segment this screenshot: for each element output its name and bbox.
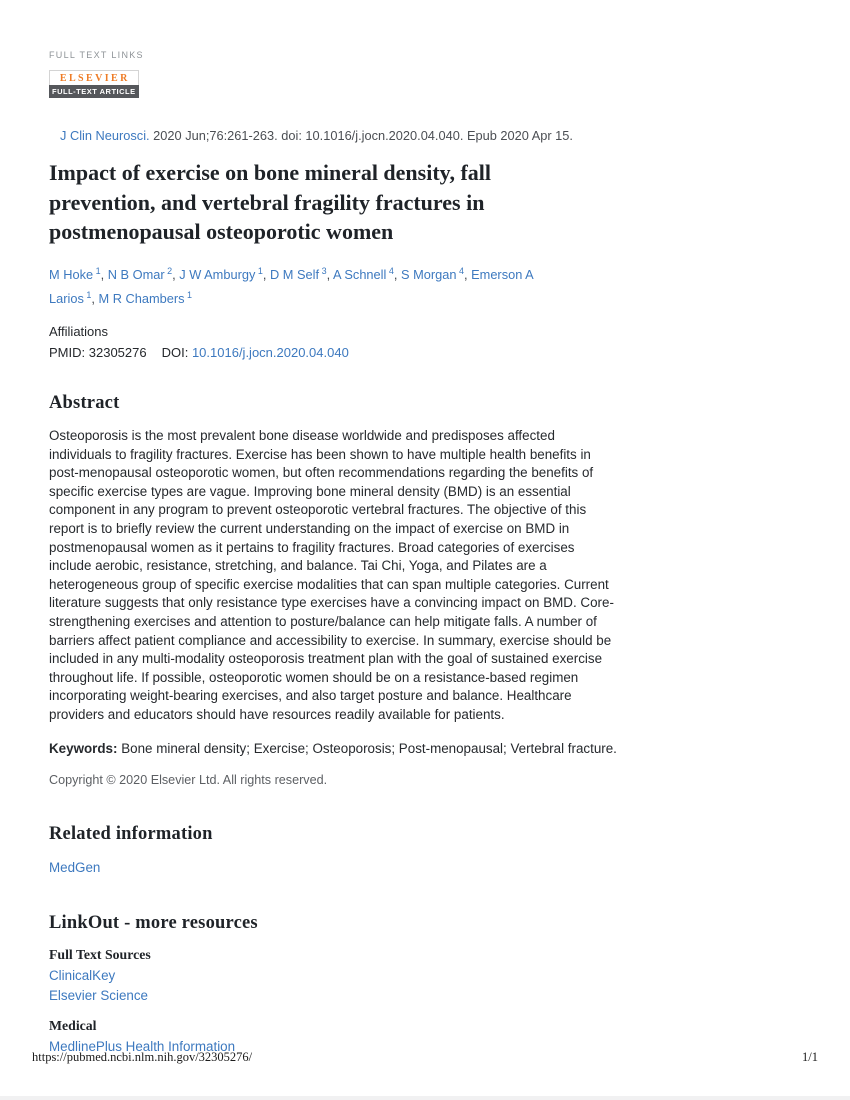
author-separator: , [262,266,270,282]
article-title: Impact of exercise on bone mineral density, fall prevention, and vertebral fragility fractures in postmenopausal osteoporotic women [49,160,491,244]
author-separator: , [100,266,108,282]
full-text-sources-label: Full Text Sources [49,947,151,963]
author-separator: , [326,266,333,282]
author-separator: , [172,266,180,282]
author-affiliation-sup[interactable]: 3 [321,265,327,276]
author [99,291,193,306]
linkout-heading: LinkOut - more resources [49,913,258,934]
author-separator: , [393,266,401,282]
footer-page-number: 1/1 [802,1050,818,1064]
author-link[interactable]: S Morgan [401,266,457,282]
pmid-value: 32305276 [88,345,147,361]
medical-label: Medical [49,1018,97,1034]
article-content [49,50,674,1057]
author [270,267,333,282]
author-affiliation-sup[interactable]: 4 [458,265,464,276]
doi-label: DOI: [161,345,189,361]
resource-link-row [49,986,674,1006]
related-information-heading: Related information [49,824,213,845]
author-affiliation-sup[interactable]: 2 [167,265,173,276]
author-link[interactable]: A Schnell [333,266,387,282]
author [333,267,401,282]
author [49,267,108,282]
clinicalkey-link[interactable]: ClinicalKey [49,968,116,984]
author-link[interactable]: D M Self [270,266,320,282]
keywords-line [49,740,617,759]
abstract-heading: Abstract [49,393,120,414]
affiliations-label[interactable]: Affiliations [49,324,109,340]
author [108,267,180,282]
author-link[interactable]: M R Chambers [98,291,185,307]
author-separator: , [91,291,99,307]
identifiers [49,343,674,362]
author-affiliation-sup[interactable]: 1 [86,289,92,300]
medlineplus-link[interactable]: MedlinePlus Health Information [49,1039,236,1055]
author-affiliation-sup[interactable]: 1 [187,289,193,300]
abstract-text: Osteoporosis is the most prevalent bone disease worldwide and predisposes affected individuals to fragility fractures. Exercise has been shown to have multiple health benefits in post-menopausal osteoporotic women, but often recommendations regarding the benefits of specific exercise types are vague. Improving bone mineral density (BMD) is an essential component in any program to prevent osteoporotic vertebral fractures. The objective of this report is to briefly review the current understanding on the impact of exercise on BMD in postmenopausal women as it pertains to fragility fractures. Broad categories of exercises include aerobic, resistance, stretching, and balance. Tai Chi, Yoga, and Pilates are a heterogeneous group of specific exercise modalities that can span multiple categories. Current literature suggests that only resistance type exercises have a convincing impact on BMD. Core-strengthening exercises and attention to posture/balance can help mitigate falls. A number of barriers affect patient compliance and accessibility to exercise. In summary, exercise should be included in any multi-modality osteoporosis treatment plan with the goal of sustained exercise throughout life. If possible, osteoporotic women should be on a resistance-based regimen incorporating weight-bearing exercises, and also target posture and balance. Healthcare providers and educators should have resources readily available for patients. [49,428,614,722]
author-link[interactable]: N B Omar [107,266,165,282]
elsevier-logo: ELSEVIER [49,70,139,85]
journal-link[interactable]: J Clin Neurosci. [60,128,150,143]
medgen-link[interactable]: MedGen [49,860,101,876]
badge-caption: FULL-TEXT ARTICLE [49,85,139,98]
citation-line [60,127,674,145]
author-link[interactable]: Emerson A Larios [49,266,534,307]
authors-list [49,261,554,310]
doi-link[interactable]: 10.1016/j.jocn.2020.04.040 [191,345,349,361]
footer-url: https://pubmed.ncbi.nlm.nih.gov/32305276/ [32,1050,253,1064]
author-affiliation-sup[interactable]: 1 [95,265,101,276]
author-separator: , [464,266,472,282]
elsevier-science-link[interactable]: Elsevier Science [49,987,148,1003]
author [401,267,471,282]
keywords-text: Bone mineral density; Exercise; Osteoporosis; Post-menopausal; Vertebral fracture. [121,740,617,756]
keywords-label: Keywords: [49,740,118,756]
author-affiliation-sup[interactable]: 4 [388,265,394,276]
full-text-links-label: FULL TEXT LINKS [49,50,144,60]
resource-link-row [49,966,674,986]
author-affiliation-sup[interactable]: 1 [257,265,263,276]
elsevier-full-text-badge[interactable] [49,70,139,98]
author-link[interactable]: J W Amburgy [179,266,256,282]
author [179,267,270,282]
author-link[interactable]: M Hoke [49,266,94,282]
pmid-label: PMID: [49,345,86,361]
copyright-notice: Copyright © 2020 Elsevier Ltd. All rights reserved. [49,773,328,788]
citation-details: 2020 Jun;76:261-263. doi: 10.1016/j.jocn.2020.04.040. Epub 2020 Apr 15. [149,128,573,143]
print-footer [32,1050,818,1065]
related-links [49,858,674,877]
